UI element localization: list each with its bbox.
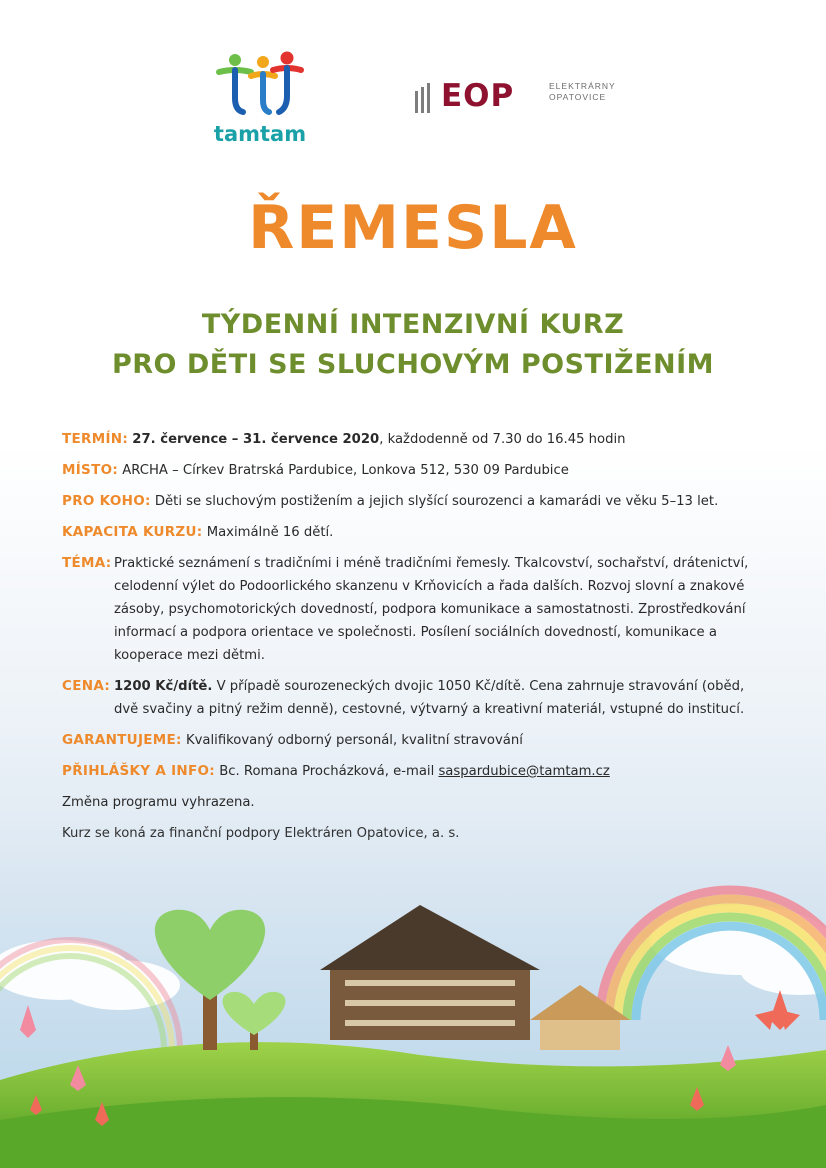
prokoho-text: Děti se sluchovým postižením a jejich slyšící sourozenci a kamarádi ve věku 5–13 let. (154, 494, 719, 509)
cena-label: CENA: (62, 678, 111, 694)
garant-text: Kvalifikovaný odborný personál, kvalitní stravování (185, 733, 523, 748)
email-link[interactable]: saspardubice@tamtam.cz (438, 764, 610, 779)
garant-label: GARANTUJEME: (62, 732, 182, 748)
termin-hours: , každodenně od 7.30 do 16.45 hodin (379, 432, 626, 447)
termin-row (62, 428, 772, 451)
termin-dates: 27. července – 31. července 2020 (132, 432, 380, 447)
tema-label: TÉMA: (62, 555, 112, 571)
misto-label: MÍSTO: (62, 462, 119, 478)
eop-bars-icon (415, 83, 437, 113)
garant-row (62, 729, 772, 752)
cena-price: 1200 Kč/dítě. (114, 679, 213, 694)
kapacita-label: KAPACITA KURZU: (62, 524, 203, 540)
course-info (62, 428, 772, 853)
tamtam-figures-icon (205, 50, 315, 122)
subtitle-line2: PRO DĚTI SE SLUCHOVÝM POSTIŽENÍM (111, 349, 715, 380)
eop-subtitle-line1: ELEKTRÁRNY (549, 81, 616, 91)
eop-subtitle (549, 81, 616, 103)
prihlasky-text: Bc. Romana Procházková, e-mail (219, 764, 439, 779)
decorative-landscape (0, 820, 826, 1168)
kapacita-row (62, 521, 772, 544)
misto-text: ARCHA – Církev Bratrská Pardubice, Lonkova 512, 530 09 Pardubice (122, 463, 569, 478)
tamtam-wordmark: tamtam (213, 122, 307, 146)
page-subtitle (0, 305, 826, 385)
kapacita-text: Maximálně 16 dětí. (206, 525, 334, 540)
eop-logo (415, 78, 635, 118)
tamtam-logo (205, 50, 315, 150)
cena-text (114, 675, 772, 721)
prihlasky-row (62, 760, 772, 783)
cena-details: V případě sourozeneckých dvojic 1050 Kč/dítě. Cena zahrnuje stravování (oběd, dvě svačiny a pitný režim denně), cestovné, výtvarný a kreativní materiál, vstupné do institucí. (114, 679, 745, 717)
prihlasky-label: PŘIHLÁŠKY A INFO: (62, 763, 215, 779)
prokoho-row (62, 490, 772, 513)
misto-row (62, 459, 772, 482)
eop-wordmark: EOP (441, 78, 515, 114)
eop-subtitle-line2: OPATOVICE (549, 92, 607, 102)
tema-row (62, 552, 772, 667)
zmena-row: Změna programu vyhrazena. (62, 795, 255, 810)
termin-label: TERMÍN: (62, 431, 129, 447)
cena-row (62, 675, 772, 721)
page-title: ŘEMESLA (248, 193, 578, 263)
tema-text: Praktické seznámení s tradičními i méně tradičními řemesly. Tkalcovství, sochařství, drátenictví, celodenní výlet do Podoorlického skanzenu v Krňovicích a řada dalších. Rozvoj slovní a znakové zásoby, psychomotorických dovedností, podpora komunikace a samostatnosti. Zprostředkování informací a podpora orientace ve společnosti. Posílení sociálních dovedností, komunikace a kooperace mezi dětmi. (114, 556, 749, 663)
prokoho-label: PRO KOHO: (62, 493, 151, 509)
subtitle-line1: TÝDENNÍ INTENZIVNÍ KURZ (201, 309, 625, 340)
logo-bar (0, 40, 826, 150)
